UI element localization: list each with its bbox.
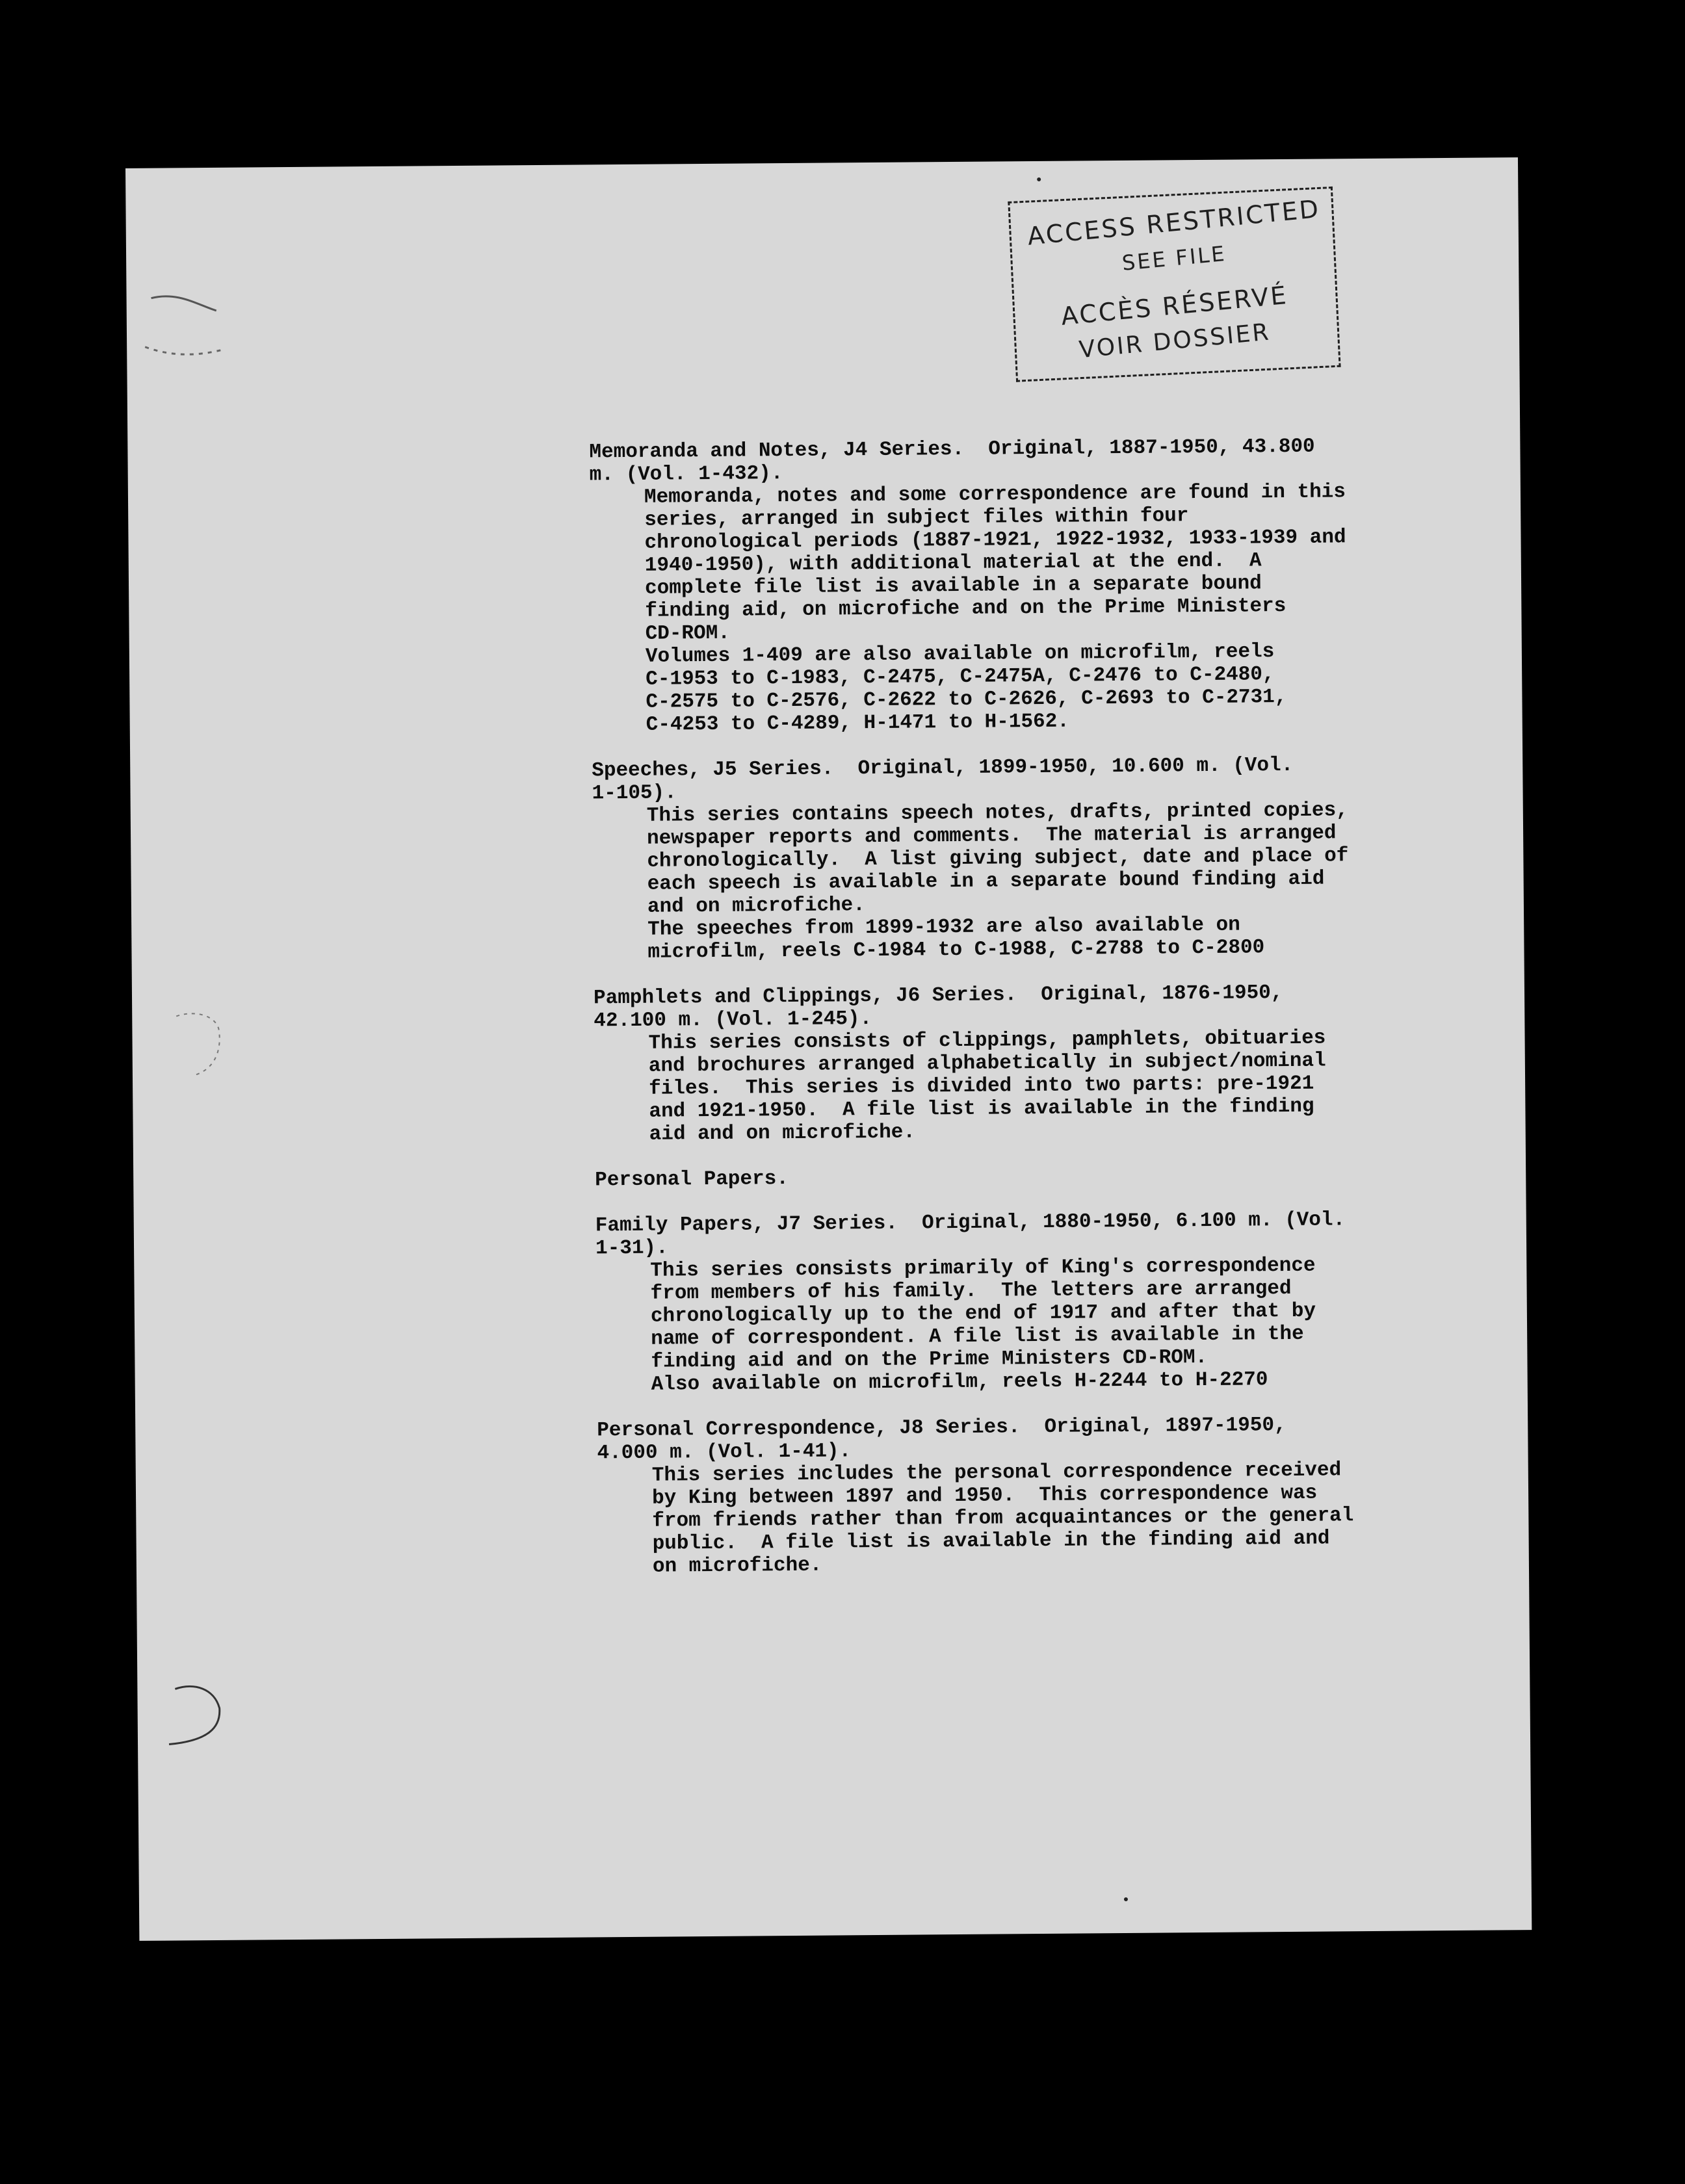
speck-mark [1037, 177, 1041, 181]
series-entry-j5 [592, 752, 1503, 964]
series-heading: Speeches, J5 Series. Original, 1899-1950, 10.600 m. (Vol. 1-105). [592, 753, 1294, 805]
access-restricted-stamp [1011, 192, 1337, 376]
series-description: This series includes the personal correspondence received by King between 1897 and 1950. This correspondence was from friends rather than from acquaintances or the general public. A file list is available in the finding aid and on microfiche. [651, 1459, 1354, 1578]
stamp-line-see-file: SEE FILE [1121, 240, 1227, 276]
series-description: This series consists of clippings, pamphlets, obituaries and brochures arranged alphabetically in subject/nominal files. This series is divided into two parts: pre-1921 and 1921-1950. A file list is available in the finding aid and on microfiche. [648, 1026, 1326, 1146]
stamp-line-acces-reserve: ACCÈS RÉSERVÉ [1060, 280, 1290, 331]
series-description: Memoranda, notes and some correspondence are found in this series, arranged in subject files within four chronological periods (1887-1921, 1922-1932, 1933-1939 and 1940-1950), with additional material at the end. A complete file list is available in a separate bound finding aid, on microfiche and on the Prime Ministers CD-ROM. [644, 480, 1346, 645]
series-microfilm-note: The speeches from 1899-1932 are also available on microfilm, reels C-1984 to C-1988, C-2788 to C-2800 [647, 913, 1265, 964]
series-entry-j6 [594, 980, 1505, 1146]
series-heading: Family Papers, J7 Series. Original, 1880-1950, 6.100 m. (Vol. 1-31). [595, 1208, 1346, 1260]
punch-hole-mark [138, 285, 236, 370]
series-heading: Pamphlets and Clippings, J6 Series. Original, 1876-1950, 42.100 m. (Vol. 1-245). [593, 982, 1283, 1033]
document-body [589, 434, 1508, 1601]
punch-hole-mark [149, 1676, 247, 1761]
series-description: This series contains speech notes, drafts, printed copies, newspaper reports and comments. The material is arranged chronologically. A list giving subject, date and place of each speech is available in a separate bound finding aid and on microfiche. [646, 799, 1349, 918]
series-heading: Personal Correspondence, J8 Series. Original, 1897-1950, 4.000 m. (Vol. 1-41). [597, 1414, 1287, 1465]
punch-hole-mark [144, 1003, 242, 1088]
series-entry-j4 [589, 434, 1502, 736]
stamp-line-voir-dossier: VOIR DOSSIER [1078, 318, 1272, 364]
stamp-line-access-restricted: ACCESS RESTRICTED [1026, 194, 1322, 251]
document-page [125, 157, 1532, 1941]
speck-mark [1124, 1897, 1128, 1901]
series-microfilm-note: Volumes 1-409 are also available on microfilm, reels C-1953 to C-1983, C-2475, C-2475A, C-2476 to C-2480, C-2575 to C-2576, C-2622 to C-2626, C-2693 to C-2731, C-4253 to C-4289, H-1471 to H-1562. [645, 640, 1287, 736]
series-microfilm-note: Also available on microfilm, reels H-2244 to H-2270 [651, 1368, 1268, 1396]
series-heading: Memoranda and Notes, J4 Series. Original, 1887-1950, 43.800 m. (Vol. 1-432). [589, 435, 1315, 487]
series-entry-j8 [597, 1412, 1508, 1578]
series-description: This series consists primarily of King's correspondence from members of his family. The letters are arranged chronologically up to the end of 1917 and after that by name of correspondent. A file list is available in the finding aid and on the Prime Ministers CD-ROM. [650, 1254, 1316, 1373]
section-heading-personal-papers: Personal Papers. [595, 1167, 789, 1192]
series-entry-j7 [595, 1207, 1507, 1396]
